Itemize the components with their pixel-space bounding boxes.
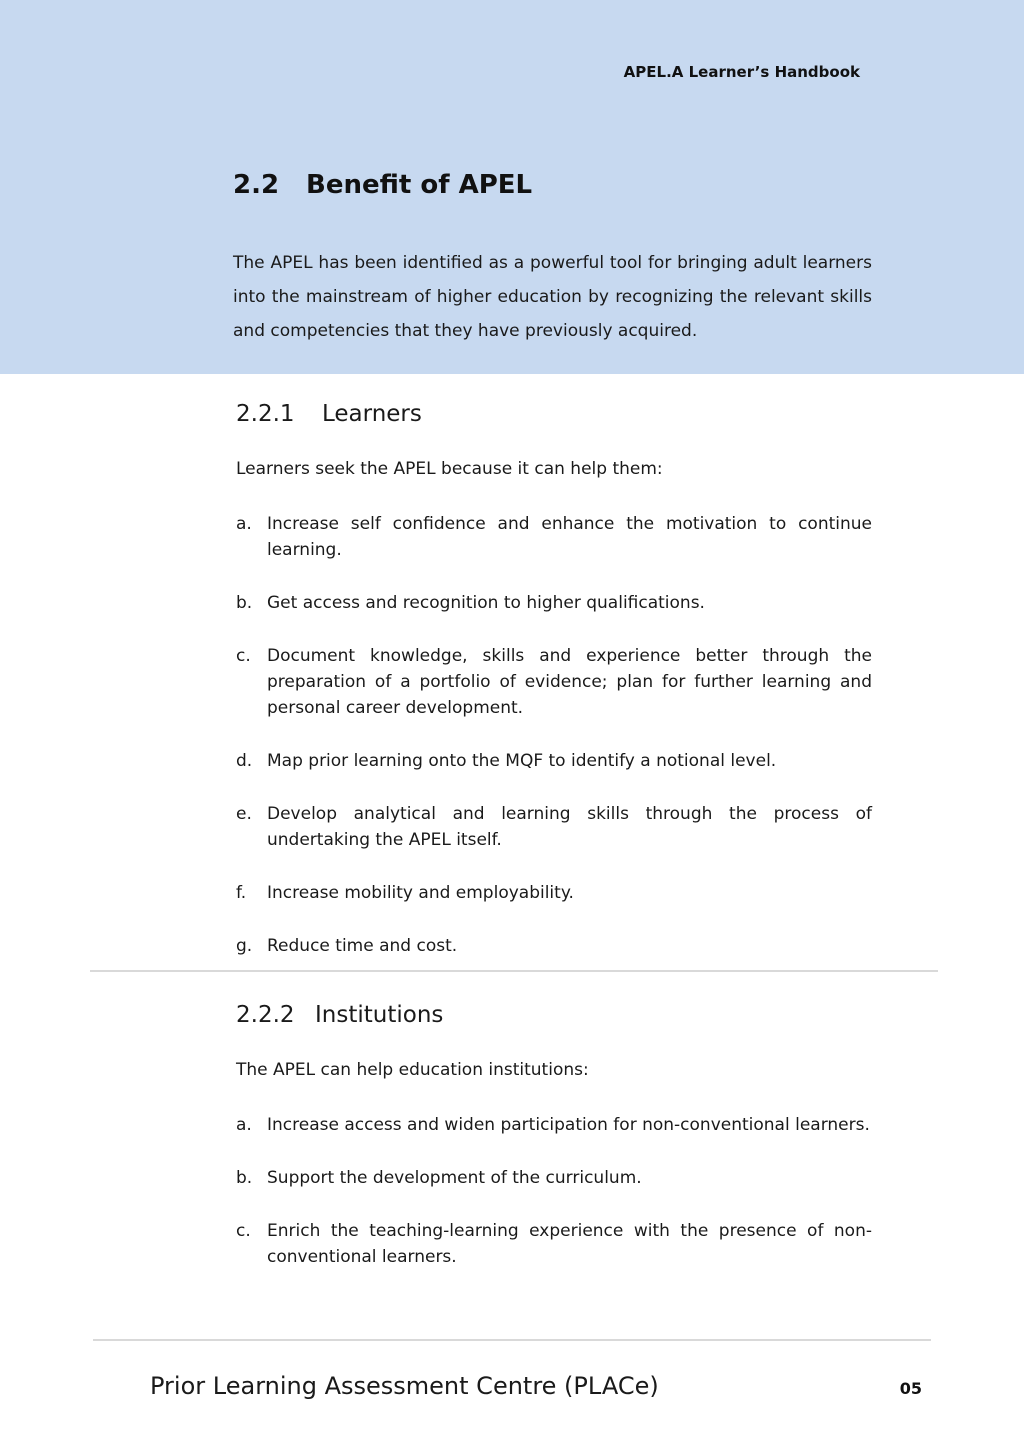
list-item-text: Develop analytical and learning skills through the process of undertaking the APEL itself.	[267, 804, 872, 850]
list-item	[236, 1165, 872, 1191]
footer-divider	[93, 1339, 931, 1341]
list-item	[236, 933, 872, 959]
section-intro: The APEL has been identified as a powerful tool for bringing adult learners into the mainstream of higher education by recognizing the relevant skills and competencies that they have previously acquired.	[233, 253, 872, 341]
list-marker: d.	[236, 751, 253, 771]
running-header: APEL.A Learner’s Handbook	[623, 63, 860, 81]
list-item	[236, 1218, 872, 1270]
list-item-text: Enrich the teaching-learning experience with the presence of non-conventional learners.	[267, 1221, 872, 1267]
list-item-text: Increase access and widen participation for non-conventional learners.	[267, 1115, 870, 1135]
section-heading	[233, 170, 532, 200]
list-item	[236, 1112, 872, 1138]
learners-lead: Learners seek the APEL because it can help them:	[236, 459, 663, 479]
subsection-title: Learners	[322, 401, 422, 427]
list-item	[236, 511, 872, 563]
list-item-text: Increase mobility and employability.	[267, 883, 574, 903]
list-item-text: Increase self confidence and enhance the motivation to continue learning.	[267, 514, 872, 560]
list-item	[236, 880, 872, 906]
list-item	[236, 748, 872, 774]
subsection-number: 2.2.2	[236, 1002, 295, 1028]
list-marker: b.	[236, 1168, 253, 1188]
list-marker: b.	[236, 593, 253, 613]
list-item-text: Map prior learning onto the MQF to identify a notional level.	[267, 751, 777, 771]
list-item-text: Document knowledge, skills and experience better through the preparation of a portfolio of evidence; plan for further learning and personal career development.	[267, 646, 872, 718]
page-number: 05	[899, 1379, 922, 1398]
subsection-title: Institutions	[315, 1002, 444, 1028]
subsection-heading-learners	[236, 401, 422, 427]
section-title: Benefit of APEL	[306, 170, 533, 200]
list-marker: a.	[236, 1115, 252, 1135]
subsection-number: 2.2.1	[236, 401, 295, 427]
list-marker: g.	[236, 936, 253, 956]
learners-list	[236, 511, 872, 959]
subsection-heading-institutions	[236, 1002, 443, 1028]
list-item-text: Reduce time and cost.	[267, 936, 458, 956]
footer-organization: Prior Learning Assessment Centre (PLACe)	[150, 1372, 659, 1400]
institutions-list	[236, 1112, 872, 1270]
list-marker: f.	[236, 883, 247, 903]
list-marker: c.	[236, 646, 251, 666]
list-item	[236, 643, 872, 721]
institutions-lead: The APEL can help education institutions:	[236, 1060, 589, 1080]
list-marker: a.	[236, 514, 252, 534]
list-marker: e.	[236, 804, 252, 824]
list-marker: c.	[236, 1221, 251, 1241]
list-item	[236, 590, 872, 616]
list-item	[236, 801, 872, 853]
list-item-text: Support the development of the curriculum.	[267, 1168, 642, 1188]
list-item-text: Get access and recognition to higher qualifications.	[267, 593, 705, 613]
section-number: 2.2	[233, 170, 280, 200]
section-divider	[90, 970, 938, 972]
